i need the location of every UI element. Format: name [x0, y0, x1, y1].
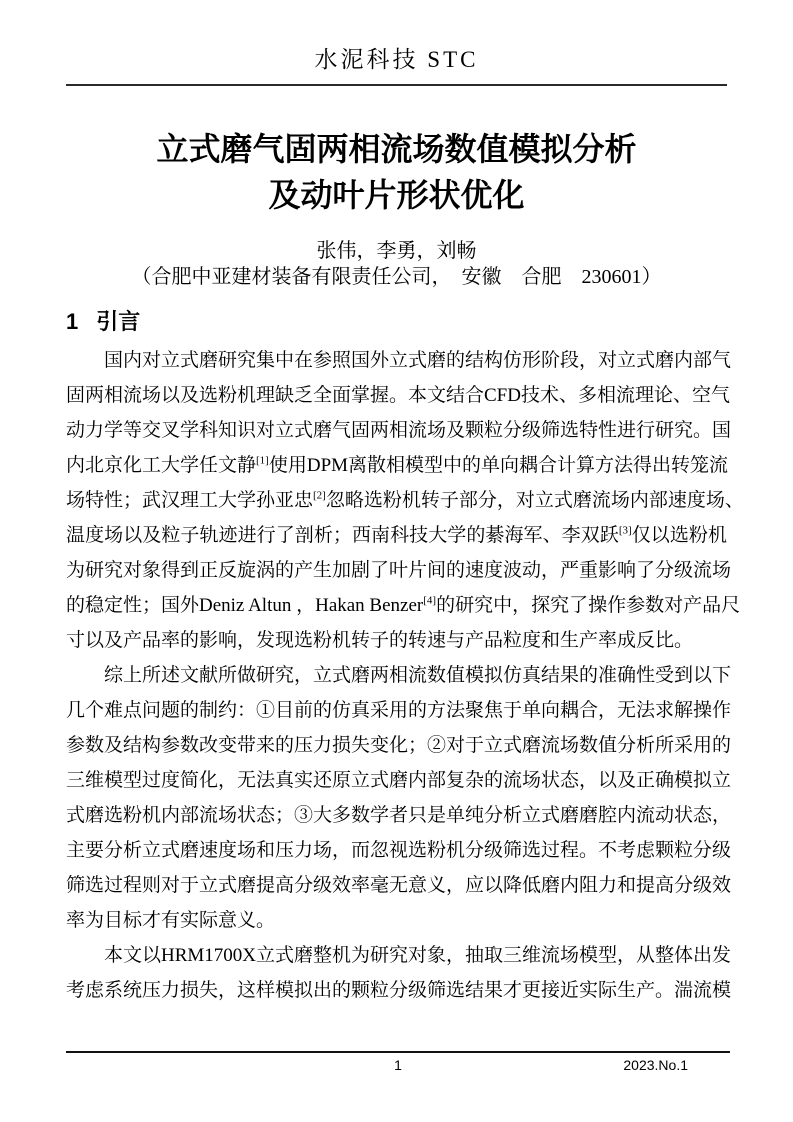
text-line: 温度场以及粒子轨迹进行了剖析；西南科技大学的綦海军、李双跃[3]仅以选粉机: [66, 524, 727, 546]
section-title: 引言: [96, 309, 141, 334]
paragraph: [66, 343, 744, 658]
text-line: 筛选过程则对于立式磨提高分级效率毫无意义，应以降低磨内阻力和提高分级效: [66, 875, 732, 896]
text-line: 率为目标才有实际意义。: [66, 910, 276, 931]
issue-label: 2023.No.1: [623, 1057, 688, 1073]
text-line: 固两相流场以及选粉机理缺乏全面掌握。本文结合CFD技术、多相流理论、空气: [66, 385, 730, 406]
page-number: 1: [394, 1057, 402, 1073]
article-title-line2: 及动叶片形状优化: [268, 177, 525, 213]
text-line: 几个难点问题的制约：①目前的仿真采用的方法聚焦于单向耦合，无法求解操作: [66, 700, 732, 721]
footer: [66, 1055, 730, 1075]
text-line: 主要分析立式磨速度场和压力场，而忽视选粉机分级筛选过程。不考虑颗粒分级: [66, 840, 732, 861]
citation-reference: [3]: [618, 524, 632, 537]
article-title-line1: 立式磨气固两相流场数值模拟分析: [156, 131, 637, 167]
text-line: 三维模型过度简化，无法真实还原立式磨内部复杂的流场状态，以及正确模拟立: [66, 770, 732, 791]
text-line: 考虑系统压力损失，这样模拟出的颗粒分级筛选结果才更接近实际生产。湍流模: [66, 980, 732, 1001]
text-line: 为研究对象得到正反旋涡的产生加剧了叶片间的速度波动，严重影响了分级流场: [66, 560, 732, 581]
text-line: 式磨选粉机内部流场状态；③大多数学者只是单纯分析立式磨磨腔内流动状态，: [66, 805, 732, 826]
authors: 张伟，李勇，刘畅: [316, 240, 477, 262]
footer-rule: [66, 1051, 730, 1053]
text-line: 动力学等交叉学科知识对立式磨气固两相流场及颗粒分级筛选特性进行研究。国: [66, 420, 732, 441]
text-line: 寸以及产品率的影响，发现选粉机转子的转速与产品粒度和生产率成反比。: [66, 630, 694, 651]
citation-reference: [4]: [423, 594, 437, 607]
section-number: 1: [66, 309, 79, 334]
text-line: 的稳定性；国外Deniz Altun ，Hakan Benzer[4]的研究中，探究了操作参数对产品尺: [66, 594, 741, 616]
text-line: 国内对立式磨研究集中在参照国外立式磨的结构仿形阶段，对立式磨内部气: [104, 350, 732, 371]
text-line: 本文以HRM1700X立式磨整机为研究对象，抽取三维流场模型，从整体出发: [104, 945, 732, 966]
paragraph: [66, 658, 732, 938]
header-rule: [66, 84, 727, 86]
citation-reference: [1]: [256, 454, 269, 467]
text-line: 内北京化工大学任文静[1]使用DPM离散相模型中的单向耦合计算方法得出转笼流: [66, 454, 729, 476]
paragraph: [66, 938, 732, 1008]
citation-reference: [2]: [313, 489, 326, 502]
running-head-journal-title: 水泥科技 STC: [314, 47, 479, 72]
text-line: 场特性；武汉理工大学孙亚忠[2]忽略选粉机转子部分，对立式磨流场内部速度场、: [66, 489, 744, 511]
article-title: [66, 126, 727, 218]
text-line: 综上所述文献所做研究，立式磨两相流数值模拟仿真结果的准确性受到以下: [104, 665, 732, 686]
section-heading: [66, 307, 727, 337]
affiliation: （合肥中亚建材装备有限责任公司， 安徽 合肥 230601）: [131, 266, 662, 288]
body-text: [66, 343, 744, 1008]
text-line: 参数及结构参数改变带来的压力损失变化；②对于立式磨流场数值分析所采用的: [66, 735, 732, 756]
